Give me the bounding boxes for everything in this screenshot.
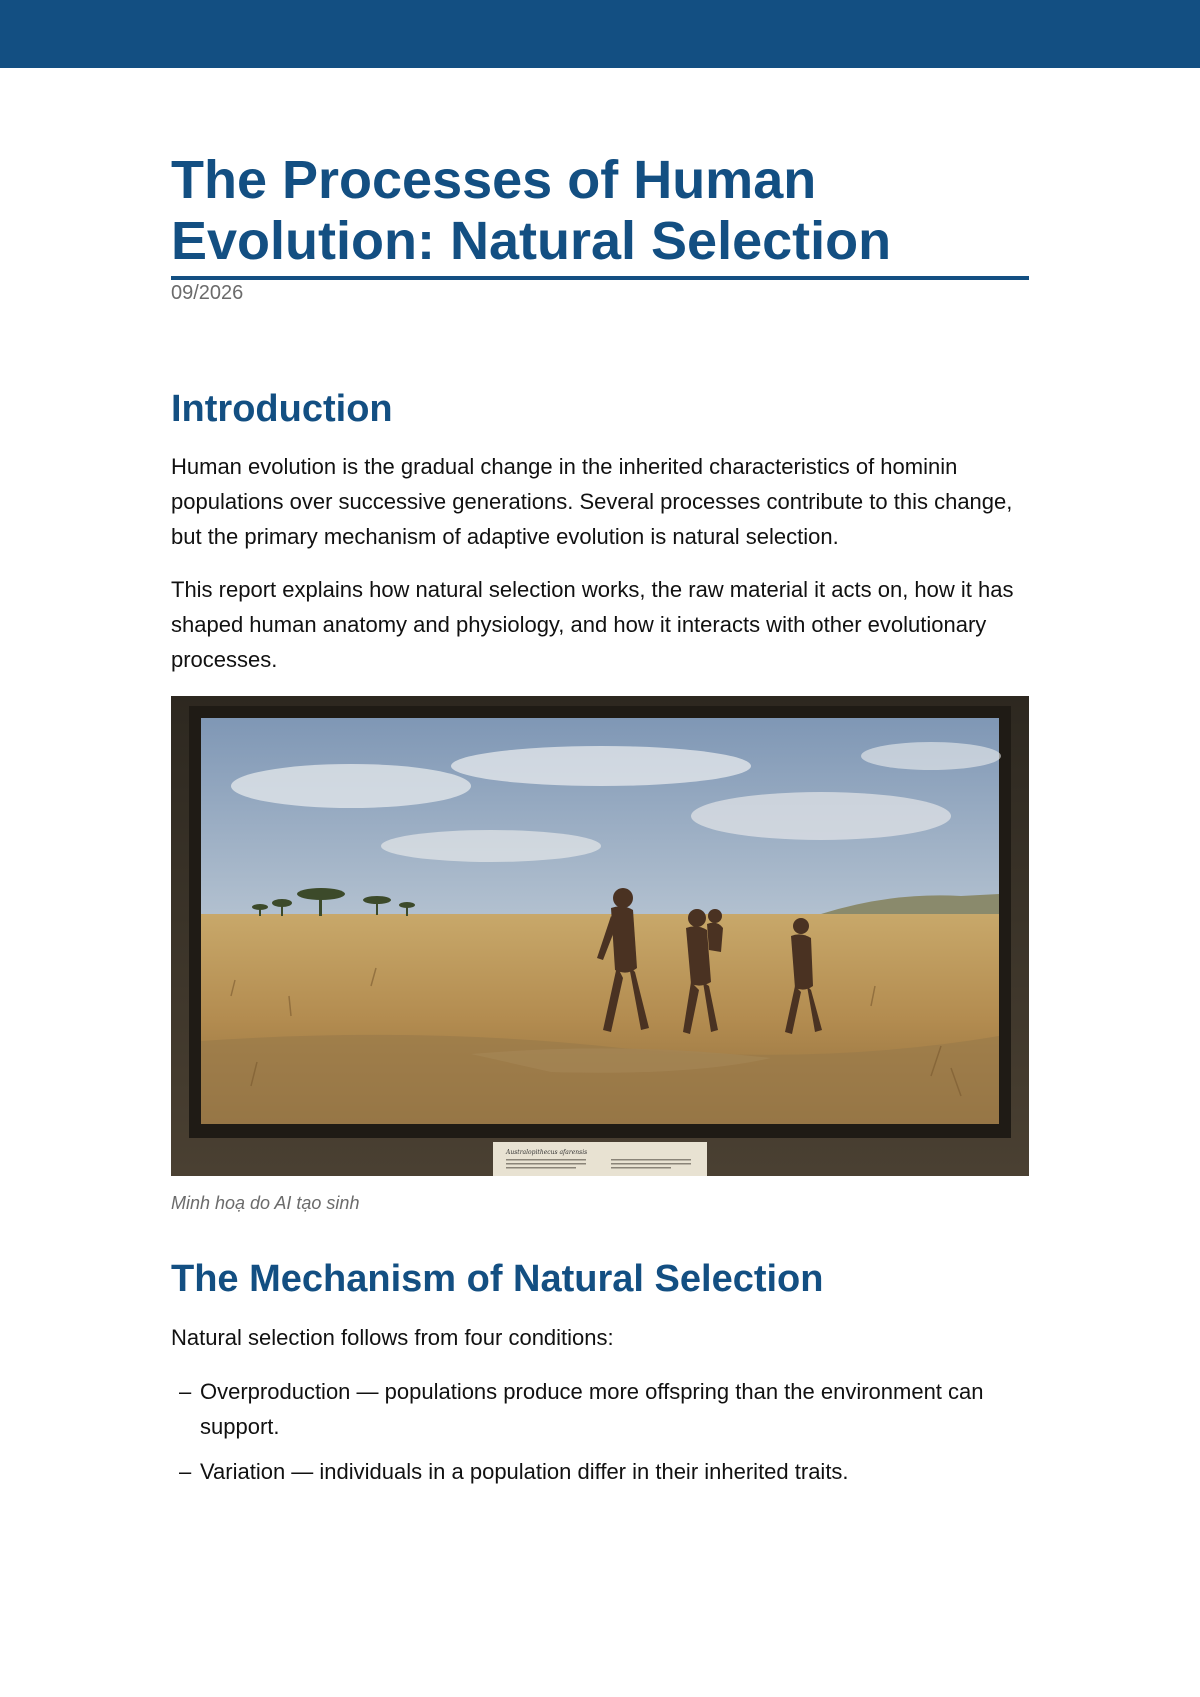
conditions-list <box>171 1374 1029 1489</box>
mechanism-lead: Natural selection follows from four conditions: <box>171 1325 614 1350</box>
header-band <box>0 0 1200 68</box>
diorama-illustration <box>171 696 1029 1176</box>
list-item-text: Overproduction — populations produce more offspring than the environment can support. <box>200 1379 984 1439</box>
diorama-image <box>171 696 1029 1176</box>
list-dash-icon: – <box>179 1379 192 1404</box>
section-heading-introduction: Introduction <box>171 388 393 430</box>
list-dash-icon: – <box>179 1459 192 1484</box>
document-title: The Processes of Human Evolution: Natural Selection <box>171 150 1029 280</box>
document-body <box>171 150 1029 1499</box>
section-heading-mechanism: The Mechanism of Natural Selection <box>171 1258 824 1300</box>
list-item <box>171 1454 1029 1489</box>
document-date: 09/2026 <box>171 282 244 304</box>
intro-paragraph-2: This report explains how natural selection works, the raw material it acts on, how it has shaped human anatomy and physiology, and how it interacts with other evolutionary processes. <box>171 577 1014 672</box>
figure-caption: Minh hoạ do AI tạo sinh <box>171 1193 360 1213</box>
intro-paragraph-1: Human evolution is the gradual change in the inherited characteristics of hominin populations over successive generations. Several processes contribute to this change, but the primary mechanism of adaptive evolution is natural selection. <box>171 454 1013 549</box>
list-item <box>171 1374 1029 1444</box>
list-item-text: Variation — individuals in a population differ in their inherited traits. <box>200 1459 849 1484</box>
plaque-title: Australopithecus afarensis <box>506 1149 588 1156</box>
